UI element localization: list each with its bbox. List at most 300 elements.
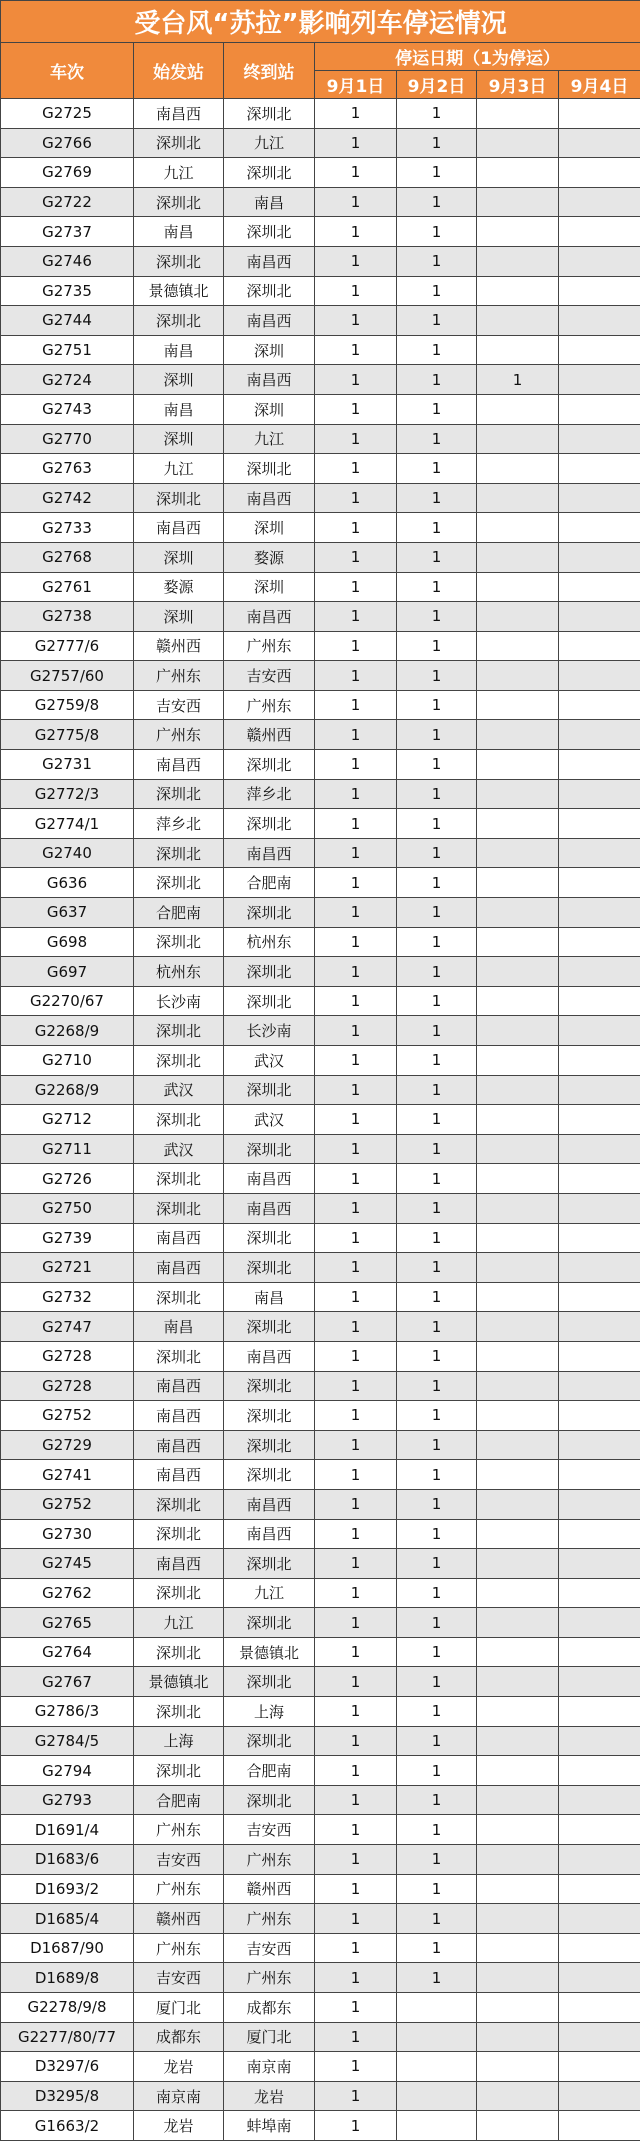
sep4-flag [559, 1697, 640, 1727]
sep1-flag: 1 [315, 957, 397, 987]
destination-station: 深圳北 [224, 957, 315, 987]
destination-station: 广州东 [224, 690, 315, 720]
sep2-flag: 1 [397, 602, 477, 632]
sep3-flag [477, 1963, 559, 1993]
sep2-flag: 1 [397, 750, 477, 780]
sep1-flag: 1 [315, 572, 397, 602]
sep3-flag [477, 1608, 559, 1638]
train-number: G2745 [1, 1549, 134, 1579]
sep4-flag [559, 276, 640, 306]
sep3-flag [477, 1193, 559, 1223]
sep2-flag: 1 [397, 986, 477, 1016]
train-number: D1687/90 [1, 1933, 134, 1963]
sep3-flag [477, 631, 559, 661]
sep3-flag [477, 927, 559, 957]
destination-station: 深圳北 [224, 1549, 315, 1579]
destination-station: 武汉 [224, 1105, 315, 1135]
sep2-flag [397, 2052, 477, 2082]
destination-station: 广州东 [224, 1904, 315, 1934]
sep4-flag [559, 1016, 640, 1046]
table-row [1, 1193, 640, 1223]
destination-station: 深圳北 [224, 809, 315, 839]
sep4-flag [559, 1874, 640, 1904]
origin-station: 上海 [134, 1726, 224, 1756]
origin-station: 深圳北 [134, 1519, 224, 1549]
train-number: G2732 [1, 1282, 134, 1312]
train-number: G2278/9/8 [1, 1993, 134, 2023]
sep2-flag: 1 [397, 483, 477, 513]
sep4-flag [559, 1401, 640, 1431]
sep4-flag [559, 2052, 640, 2082]
sep3-flag [477, 1371, 559, 1401]
table-row [1, 661, 640, 691]
origin-station: 南昌西 [134, 1253, 224, 1283]
sep3-flag [477, 1874, 559, 1904]
destination-station: 深圳北 [224, 99, 315, 129]
sep2-flag: 1 [397, 957, 477, 987]
table-row [1, 1341, 640, 1371]
sep3-flag [477, 542, 559, 572]
sep3-flag [477, 1253, 559, 1283]
table-row [1, 1046, 640, 1076]
destination-station: 深圳 [224, 394, 315, 424]
table-row [1, 720, 640, 750]
table-row [1, 1845, 640, 1875]
destination-station: 深圳北 [224, 1134, 315, 1164]
table-row [1, 631, 640, 661]
sep4-flag [559, 542, 640, 572]
destination-station: 南昌西 [224, 1193, 315, 1223]
sep4-flag [559, 986, 640, 1016]
table-row [1, 2111, 640, 2141]
train-number: G2735 [1, 276, 134, 306]
sep4-flag [559, 1726, 640, 1756]
sep1-flag: 1 [315, 1815, 397, 1845]
train-number: G2268/9 [1, 1075, 134, 1105]
sep3-flag [477, 1549, 559, 1579]
train-number: G2270/67 [1, 986, 134, 1016]
sep4-flag [559, 1993, 640, 2023]
sep3-flag [477, 1726, 559, 1756]
train-number: G2751 [1, 335, 134, 365]
table-row [1, 750, 640, 780]
sep2-flag: 1 [397, 513, 477, 543]
origin-station: 深圳北 [134, 1164, 224, 1194]
sep1-flag: 1 [315, 276, 397, 306]
destination-station: 武汉 [224, 1046, 315, 1076]
train-number: G2726 [1, 1164, 134, 1194]
destination-station: 南昌 [224, 1282, 315, 1312]
origin-station: 深圳北 [134, 779, 224, 809]
sep1-flag: 1 [315, 809, 397, 839]
train-number: D1693/2 [1, 1874, 134, 1904]
sep3-flag [477, 1785, 559, 1815]
sep3-flag [477, 306, 559, 336]
table-row [1, 1460, 640, 1490]
sep3-flag [477, 720, 559, 750]
sep1-flag: 1 [315, 394, 397, 424]
train-number: G2743 [1, 394, 134, 424]
origin-station: 深圳北 [134, 306, 224, 336]
sep3-flag [477, 572, 559, 602]
destination-station: 南昌西 [224, 1489, 315, 1519]
sep2-flag: 1 [397, 868, 477, 898]
sep2-flag: 1 [397, 1430, 477, 1460]
train-number: G2721 [1, 1253, 134, 1283]
sep4-flag [559, 454, 640, 484]
sep1-flag: 1 [315, 1223, 397, 1253]
destination-station: 赣州西 [224, 720, 315, 750]
sep2-flag: 1 [397, 1134, 477, 1164]
table-row [1, 1105, 640, 1135]
sep4-flag [559, 1105, 640, 1135]
sep3-flag [477, 1637, 559, 1667]
sep2-flag: 1 [397, 99, 477, 129]
origin-station: 龙岩 [134, 2111, 224, 2141]
sep4-flag [559, 394, 640, 424]
sep1-flag: 1 [315, 306, 397, 336]
table-row [1, 1726, 640, 1756]
train-number: D3295/8 [1, 2081, 134, 2111]
origin-station: 南昌西 [134, 1430, 224, 1460]
sep4-flag [559, 1075, 640, 1105]
sep4-flag [559, 1223, 640, 1253]
table-row [1, 1933, 640, 1963]
header-origin: 始发站 [134, 43, 224, 99]
sep1-flag: 1 [315, 1756, 397, 1786]
table-row [1, 365, 640, 395]
sep3-flag [477, 1460, 559, 1490]
table-title: 受台风“苏拉”影响列车停运情况 [1, 1, 640, 43]
sep4-flag [559, 1282, 640, 1312]
origin-station: 龙岩 [134, 2052, 224, 2082]
origin-station: 广州东 [134, 661, 224, 691]
sep4-flag [559, 572, 640, 602]
sep2-flag [397, 2081, 477, 2111]
sep4-flag [559, 1933, 640, 1963]
destination-station: 深圳北 [224, 276, 315, 306]
train-number: D3297/6 [1, 2052, 134, 2082]
sep2-flag: 1 [397, 306, 477, 336]
table-row [1, 276, 640, 306]
sep3-flag [477, 1075, 559, 1105]
table-row [1, 1697, 640, 1727]
train-number: G698 [1, 927, 134, 957]
table-row [1, 1371, 640, 1401]
sep3-flag [477, 424, 559, 454]
table-row [1, 957, 640, 987]
origin-station: 武汉 [134, 1075, 224, 1105]
train-number: G2731 [1, 750, 134, 780]
sep1-flag: 1 [315, 424, 397, 454]
sep1-flag: 1 [315, 1519, 397, 1549]
origin-station: 武汉 [134, 1134, 224, 1164]
header-date-sep2: 9月2日 [397, 71, 477, 99]
sep1-flag: 1 [315, 1933, 397, 1963]
sep4-flag [559, 483, 640, 513]
destination-station: 南昌西 [224, 602, 315, 632]
sep4-flag [559, 927, 640, 957]
train-number: G2710 [1, 1046, 134, 1076]
sep3-flag [477, 1282, 559, 1312]
sep1-flag: 1 [315, 1963, 397, 1993]
sep2-flag: 1 [397, 276, 477, 306]
train-number: G2762 [1, 1578, 134, 1608]
train-number: G2733 [1, 513, 134, 543]
sep4-flag [559, 868, 640, 898]
sep1-flag: 1 [315, 513, 397, 543]
sep2-flag: 1 [397, 454, 477, 484]
sep2-flag: 1 [397, 1874, 477, 1904]
sep4-flag [559, 365, 640, 395]
sep2-flag: 1 [397, 690, 477, 720]
origin-station: 深圳北 [134, 1756, 224, 1786]
sep3-flag [477, 868, 559, 898]
sep1-flag: 1 [315, 1430, 397, 1460]
table-row [1, 217, 640, 247]
train-number: G2268/9 [1, 1016, 134, 1046]
table-row [1, 1993, 640, 2023]
destination-station: 深圳 [224, 572, 315, 602]
origin-station: 吉安西 [134, 1845, 224, 1875]
destination-station: 深圳北 [224, 1401, 315, 1431]
destination-station: 深圳北 [224, 454, 315, 484]
origin-station: 赣州西 [134, 1904, 224, 1934]
train-number: G2775/8 [1, 720, 134, 750]
sep4-flag [559, 187, 640, 217]
sep4-flag [559, 2111, 640, 2141]
train-number: G2750 [1, 1193, 134, 1223]
sep2-flag: 1 [397, 1341, 477, 1371]
sep2-flag [397, 2111, 477, 2141]
train-number: G2747 [1, 1312, 134, 1342]
train-number: G2770 [1, 424, 134, 454]
destination-station: 南昌西 [224, 1519, 315, 1549]
train-number: G2741 [1, 1460, 134, 1490]
sep3-flag: 1 [477, 365, 559, 395]
sep3-flag [477, 1489, 559, 1519]
sep1-flag: 1 [315, 217, 397, 247]
table-row [1, 513, 640, 543]
sep3-flag [477, 1430, 559, 1460]
sep4-flag [559, 2081, 640, 2111]
sep2-flag: 1 [397, 1756, 477, 1786]
train-number: G2725 [1, 99, 134, 129]
table-row [1, 986, 640, 1016]
sep2-flag: 1 [397, 1549, 477, 1579]
table-row [1, 1519, 640, 1549]
origin-station: 广州东 [134, 720, 224, 750]
train-number: G2777/6 [1, 631, 134, 661]
origin-station: 深圳北 [134, 128, 224, 158]
sep2-flag: 1 [397, 1401, 477, 1431]
sep1-flag: 1 [315, 483, 397, 513]
sep2-flag: 1 [397, 1164, 477, 1194]
sep4-flag [559, 898, 640, 928]
sep1-flag: 1 [315, 1489, 397, 1519]
destination-station: 吉安西 [224, 1815, 315, 1845]
sep3-flag [477, 246, 559, 276]
table-row [1, 542, 640, 572]
train-number: G2729 [1, 1430, 134, 1460]
origin-station: 合肥南 [134, 1785, 224, 1815]
origin-station: 深圳北 [134, 1489, 224, 1519]
train-number: G2786/3 [1, 1697, 134, 1727]
sep3-flag [477, 809, 559, 839]
sep4-flag [559, 1046, 640, 1076]
sep2-flag: 1 [397, 335, 477, 365]
table-row [1, 1016, 640, 1046]
table-row [1, 1223, 640, 1253]
sep3-flag [477, 957, 559, 987]
sep4-flag [559, 335, 640, 365]
table-row [1, 779, 640, 809]
sep3-flag [477, 1016, 559, 1046]
origin-station: 合肥南 [134, 898, 224, 928]
origin-station: 深圳北 [134, 1341, 224, 1371]
destination-station: 九江 [224, 128, 315, 158]
sep2-flag: 1 [397, 1667, 477, 1697]
destination-station: 蚌埠南 [224, 2111, 315, 2141]
destination-station: 深圳北 [224, 1785, 315, 1815]
sep2-flag: 1 [397, 1519, 477, 1549]
table-row [1, 690, 640, 720]
sep3-flag [477, 1046, 559, 1076]
destination-station: 深圳北 [224, 986, 315, 1016]
sep4-flag [559, 1637, 640, 1667]
sep3-flag [477, 513, 559, 543]
sep1-flag: 1 [315, 2022, 397, 2052]
sep1-flag: 1 [315, 1075, 397, 1105]
sep1-flag: 1 [315, 1312, 397, 1342]
table-row [1, 1282, 640, 1312]
destination-station: 深圳北 [224, 158, 315, 188]
sep2-flag [397, 2022, 477, 2052]
sep3-flag [477, 986, 559, 1016]
sep1-flag: 1 [315, 1253, 397, 1283]
sep2-flag: 1 [397, 1075, 477, 1105]
sep1-flag: 1 [315, 1874, 397, 1904]
header-suspension-dates: 停运日期（1为停运） [315, 43, 640, 71]
origin-station: 深圳北 [134, 838, 224, 868]
header-date-sep1: 9月1日 [315, 71, 397, 99]
sep3-flag [477, 1993, 559, 2023]
table-row [1, 1549, 640, 1579]
train-number: G2774/1 [1, 809, 134, 839]
sep3-flag [477, 1904, 559, 1934]
sep1-flag: 1 [315, 158, 397, 188]
sep1-flag: 1 [315, 1993, 397, 2023]
sep1-flag: 1 [315, 720, 397, 750]
origin-station: 景德镇北 [134, 1667, 224, 1697]
origin-station: 广州东 [134, 1815, 224, 1845]
sep1-flag: 1 [315, 2052, 397, 2082]
sep2-flag: 1 [397, 572, 477, 602]
origin-station: 南昌西 [134, 1549, 224, 1579]
sep2-flag: 1 [397, 1637, 477, 1667]
sep3-flag [477, 158, 559, 188]
sep4-flag [559, 1608, 640, 1638]
sep4-flag [559, 1667, 640, 1697]
destination-station: 南京南 [224, 2052, 315, 2082]
origin-station: 南昌西 [134, 1460, 224, 1490]
sep2-flag: 1 [397, 1105, 477, 1135]
sep2-flag [397, 1993, 477, 2023]
destination-station: 九江 [224, 424, 315, 454]
table-row [1, 1253, 640, 1283]
sep4-flag [559, 1253, 640, 1283]
train-number: G2784/5 [1, 1726, 134, 1756]
origin-station: 深圳 [134, 602, 224, 632]
origin-station: 杭州东 [134, 957, 224, 987]
sep3-flag [477, 1341, 559, 1371]
origin-station: 赣州西 [134, 631, 224, 661]
origin-station: 南昌 [134, 335, 224, 365]
sep2-flag: 1 [397, 1489, 477, 1519]
destination-station: 合肥南 [224, 868, 315, 898]
sep3-flag [477, 690, 559, 720]
sep1-flag: 1 [315, 1371, 397, 1401]
sep4-flag [559, 1963, 640, 1993]
destination-station: 深圳 [224, 513, 315, 543]
destination-station: 深圳北 [224, 1667, 315, 1697]
destination-station: 吉安西 [224, 1933, 315, 1963]
destination-station: 深圳北 [224, 1075, 315, 1105]
sep3-flag [477, 2081, 559, 2111]
train-number: G1663/2 [1, 2111, 134, 2141]
sep3-flag [477, 1134, 559, 1164]
train-number: G2737 [1, 217, 134, 247]
sep1-flag: 1 [315, 1341, 397, 1371]
sep2-flag: 1 [397, 1046, 477, 1076]
destination-station: 九江 [224, 1578, 315, 1608]
sep3-flag [477, 276, 559, 306]
table-row [1, 1637, 640, 1667]
sep1-flag: 1 [315, 246, 397, 276]
origin-station: 深圳北 [134, 927, 224, 957]
train-number: G2744 [1, 306, 134, 336]
table-row [1, 2022, 640, 2052]
destination-station: 深圳北 [224, 1430, 315, 1460]
sep2-flag: 1 [397, 1726, 477, 1756]
table-row [1, 1312, 640, 1342]
sep4-flag [559, 424, 640, 454]
sep4-flag [559, 1134, 640, 1164]
sep4-flag [559, 1193, 640, 1223]
header-date-sep4: 9月4日 [559, 71, 640, 99]
sep2-flag: 1 [397, 1933, 477, 1963]
table-row [1, 246, 640, 276]
table-row [1, 2052, 640, 2082]
sep2-flag: 1 [397, 424, 477, 454]
table-row [1, 2081, 640, 2111]
sep4-flag [559, 1845, 640, 1875]
sep2-flag: 1 [397, 809, 477, 839]
sep3-flag [477, 2052, 559, 2082]
train-number: G2772/3 [1, 779, 134, 809]
sep4-flag [559, 1519, 640, 1549]
sep1-flag: 1 [315, 690, 397, 720]
sep1-flag: 1 [315, 838, 397, 868]
train-number: G2742 [1, 483, 134, 513]
sep1-flag: 1 [315, 986, 397, 1016]
train-number: D1685/4 [1, 1904, 134, 1934]
sep4-flag [559, 1341, 640, 1371]
sep4-flag [559, 602, 640, 632]
table-row [1, 1756, 640, 1786]
table-row [1, 1075, 640, 1105]
destination-station: 南昌西 [224, 306, 315, 336]
